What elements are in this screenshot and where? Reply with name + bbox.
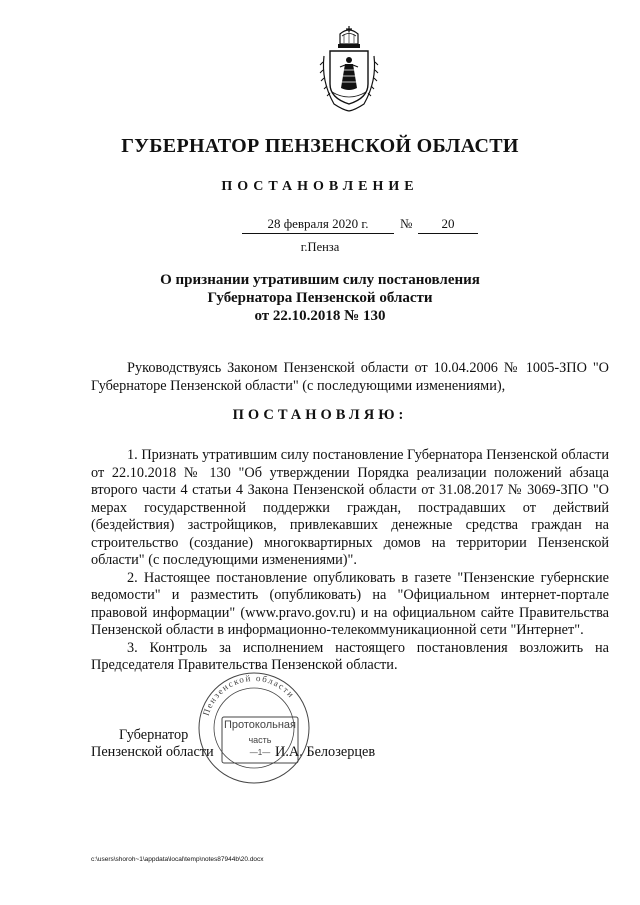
subject-line-1: О признании утратившим силу постановления	[160, 272, 480, 288]
stamp-box-line-1: Протокольная	[223, 719, 297, 731]
document-date: 28 февраля 2020 г.	[242, 216, 394, 234]
resolution-item-1: 1. Признать утратившим силу постановление Губернатора Пензенской области от 22.10.2018 № 130 "Об утверждении Порядка реализации положений абзаца второго части 4 статьи 4 Закона Пензенской области от 31.08.2017 № 3069-ЗПО "О мерах государственной поддержки граждан, пострадавших от действий (бездействия) застройщиков, привлекавших денежные средства граждан на строительство (создание) многоквартирных домов на территории Пензенской области" (с последующими изменениями)".	[91, 447, 609, 568]
document-city: г.Пенза	[300, 240, 340, 254]
resolution-items	[91, 447, 609, 675]
file-path-footer: c:\users\shoroh~1\appdata\local\temp\notes87944b\20.docx	[91, 856, 264, 863]
subject-line-2: Губернатора Пензенской области	[207, 290, 433, 306]
stamp-box-line-3: —1—	[249, 748, 271, 757]
date-number-line	[242, 216, 482, 236]
stamp-box	[220, 715, 300, 765]
preamble	[91, 360, 609, 395]
stamp-box-line-2: часть	[248, 735, 272, 745]
coat-of-arms-penza-icon	[318, 26, 380, 112]
signature-position-line-2: Пензенской области	[91, 744, 214, 760]
signatory-name: И.А. Белозерцев	[275, 744, 376, 760]
preamble-text: Руководствуясь Законом Пензенской области от 10.04.2006 № 1005-ЗПО "О Губернаторе Пензенской области" (с последующими изменениями),	[91, 360, 609, 394]
document-subject	[0, 271, 640, 325]
stamp-ring-text: Пензенской области	[200, 672, 297, 717]
resolve-heading: ПОСТАНОВЛЯЮ:	[232, 407, 408, 423]
document-authority: ГУБЕРНАТОР ПЕНЗЕНСКОЙ ОБЛАСТИ	[121, 135, 519, 157]
resolution-item-3: 3. Контроль за исполнением настоящего постановления возложить на Председателя Правительства Пензенской области.	[91, 639, 609, 673]
resolution-item-2: 2. Настоящее постановление опубликовать в газете "Пензенские губернские ведомости" и разместить (опубликовать) на "Официальном интернет-портале правовой информации" (www.pravo.gov.ru) и на официальном сайте Правительства Пензенской области в информационно-телекоммуникационной сети "Интернет".	[91, 569, 609, 638]
number-sign: №	[400, 216, 413, 231]
signature-position-line-1: Губернатор	[119, 727, 189, 743]
document-number: 20	[418, 216, 478, 234]
subject-line-3: от 22.10.2018 № 130	[254, 308, 386, 324]
document-type: ПОСТАНОВЛЕНИЕ	[221, 179, 419, 194]
svg-text:Пензенской области	[201, 673, 297, 717]
